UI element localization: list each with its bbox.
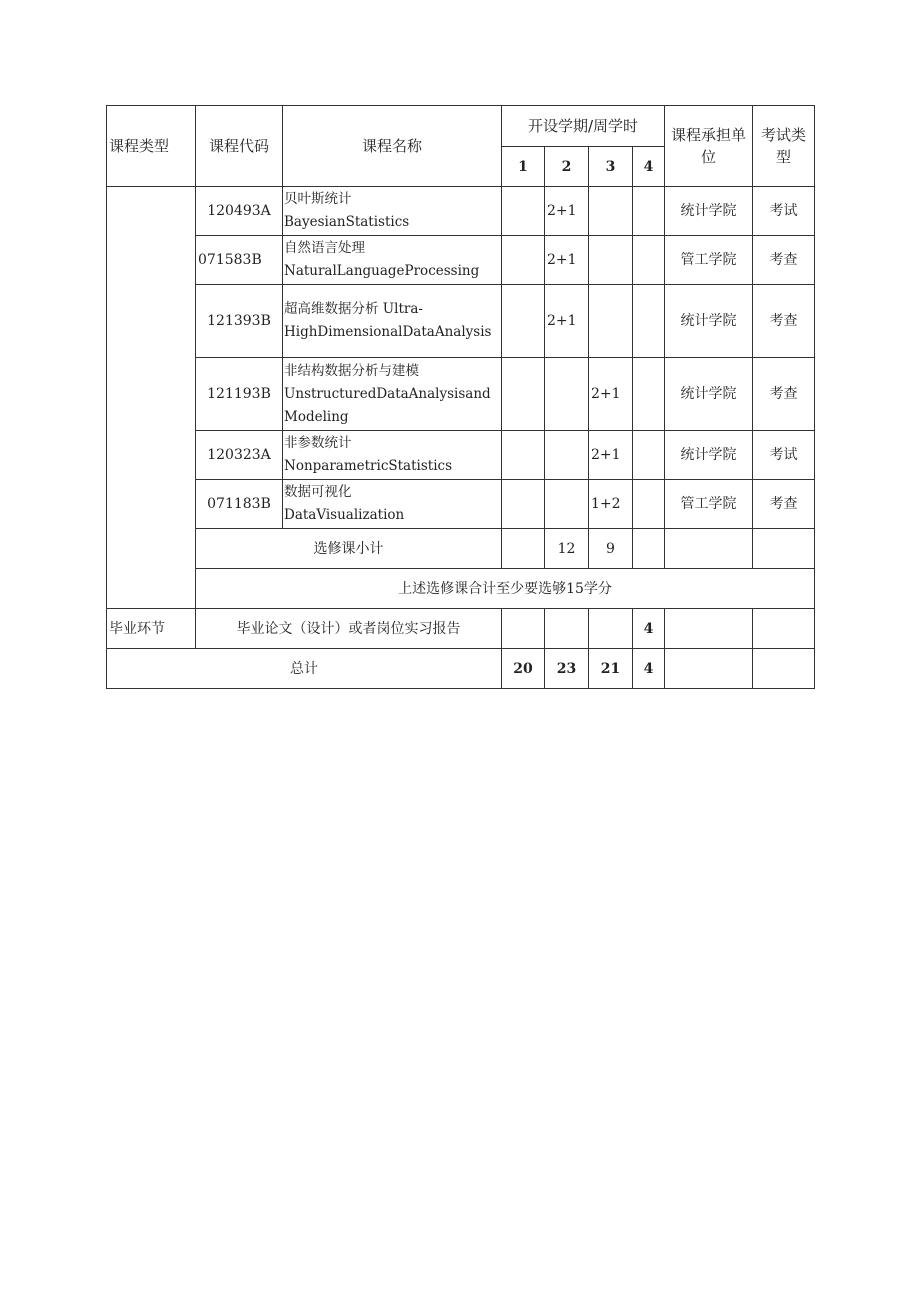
course-code: 120493A [196, 187, 283, 236]
header-term-3: 3 [589, 147, 633, 187]
course-code: 121393B [196, 285, 283, 358]
course-name-cn: 数据可视化 [284, 484, 352, 500]
header-course-name: 课程名称 [283, 106, 502, 187]
curriculum-table [106, 105, 815, 689]
graduation-exam [753, 609, 815, 649]
header-course-code: 课程代码 [196, 106, 283, 187]
course-name-en: HighDimensionalDataAnalysis [284, 324, 492, 340]
header-semester: 开设学期/周学时 [502, 106, 665, 147]
course-exam-type: 考查 [753, 285, 815, 358]
note-row [107, 569, 815, 609]
total-term-1: 20 [502, 649, 545, 689]
total-dept [665, 649, 753, 689]
course-exam-type: 考试 [753, 187, 815, 236]
term-1-hours [502, 285, 545, 358]
term-4-hours [633, 236, 665, 285]
course-dept: 统计学院 [665, 431, 753, 480]
course-name-en: NonparametricStatistics [284, 458, 452, 474]
course-name-cn: 非结构数据分析与建模 [284, 362, 419, 379]
course-dept: 统计学院 [665, 187, 753, 236]
term-1-hours [502, 480, 545, 529]
term-3-hours [589, 285, 633, 358]
course-name [283, 480, 502, 529]
course-code: 121193B [196, 358, 283, 431]
graduation-name: 毕业论文（设计）或者岗位实习报告 [196, 609, 502, 649]
header-term-1: 1 [502, 147, 545, 187]
subtotal-term-4 [633, 529, 665, 569]
course-type-cell [107, 187, 196, 609]
graduation-term-4: 4 [633, 609, 665, 649]
course-name-en: UnstructuredDataAnalysisandModeling [284, 385, 491, 425]
course-name-cn: 自然语言处理 [284, 240, 365, 256]
header-exam-type: 考试类型 [753, 106, 815, 187]
term-3-hours: 1+2 [589, 480, 633, 529]
course-dept: 统计学院 [665, 358, 753, 431]
total-term-3: 21 [589, 649, 633, 689]
course-exam-type: 考查 [753, 358, 815, 431]
course-row [107, 431, 815, 480]
graduation-dept [665, 609, 753, 649]
header-dept: 课程承担单位 [665, 106, 753, 187]
course-name [283, 187, 502, 236]
term-3-hours: 2+1 [589, 358, 633, 431]
term-4-hours [633, 431, 665, 480]
subtotal-term-2: 12 [545, 529, 589, 569]
course-name [283, 236, 502, 285]
course-code: 071183B [196, 480, 283, 529]
total-term-4: 4 [633, 649, 665, 689]
total-row [107, 649, 815, 689]
graduation-term-1 [502, 609, 545, 649]
graduation-row [107, 609, 815, 649]
graduation-term-3 [589, 609, 633, 649]
term-2-hours [545, 431, 589, 480]
subtotal-term-3: 9 [589, 529, 633, 569]
course-row [107, 236, 815, 285]
course-code: 120323A [196, 431, 283, 480]
subtotal-term-1 [502, 529, 545, 569]
term-2-hours [545, 480, 589, 529]
course-exam-type: 考查 [753, 480, 815, 529]
term-2-hours: 2+1 [545, 187, 589, 236]
course-row [107, 480, 815, 529]
course-code: 071583B [196, 236, 283, 285]
course-row [107, 187, 815, 236]
header-term-4: 4 [633, 147, 665, 187]
term-2-hours: 2+1 [545, 236, 589, 285]
total-label: 总计 [107, 649, 502, 689]
term-3-hours: 2+1 [589, 431, 633, 480]
header-term-2: 2 [545, 147, 589, 187]
credit-note: 上述选修课合计至少要选够15学分 [196, 569, 815, 609]
header-course-type: 课程类型 [107, 106, 196, 187]
course-exam-type: 考试 [753, 431, 815, 480]
course-row [107, 285, 815, 358]
course-exam-type: 考查 [753, 236, 815, 285]
course-dept: 管工学院 [665, 480, 753, 529]
total-term-2: 23 [545, 649, 589, 689]
subtotal-dept [665, 529, 753, 569]
course-dept: 统计学院 [665, 285, 753, 358]
term-3-hours [589, 187, 633, 236]
term-3-hours [589, 236, 633, 285]
course-row [107, 358, 815, 431]
header-row [107, 106, 815, 147]
course-dept: 管工学院 [665, 236, 753, 285]
course-name-cn: 贝叶斯统计 [284, 191, 352, 207]
course-name [283, 285, 502, 358]
subtotal-label: 选修课小计 [196, 529, 502, 569]
graduation-term-2 [545, 609, 589, 649]
course-name-cn: 超高维数据分析 Ultra- [284, 301, 423, 317]
course-name [283, 431, 502, 480]
term-4-hours [633, 285, 665, 358]
course-name [283, 358, 502, 431]
subtotal-row [107, 529, 815, 569]
term-1-hours [502, 187, 545, 236]
course-name-en: NaturalLanguageProcessing [284, 263, 480, 279]
term-4-hours [633, 480, 665, 529]
term-4-hours [633, 358, 665, 431]
term-1-hours [502, 431, 545, 480]
course-name-en: DataVisualization [284, 507, 405, 523]
term-2-hours: 2+1 [545, 285, 589, 358]
total-exam [753, 649, 815, 689]
term-1-hours [502, 358, 545, 431]
graduation-type: 毕业环节 [107, 609, 196, 649]
term-1-hours [502, 236, 545, 285]
term-2-hours [545, 358, 589, 431]
course-name-cn: 非参数统计 [284, 435, 352, 451]
subtotal-exam [753, 529, 815, 569]
course-name-en: BayesianStatistics [284, 214, 410, 230]
term-4-hours [633, 187, 665, 236]
